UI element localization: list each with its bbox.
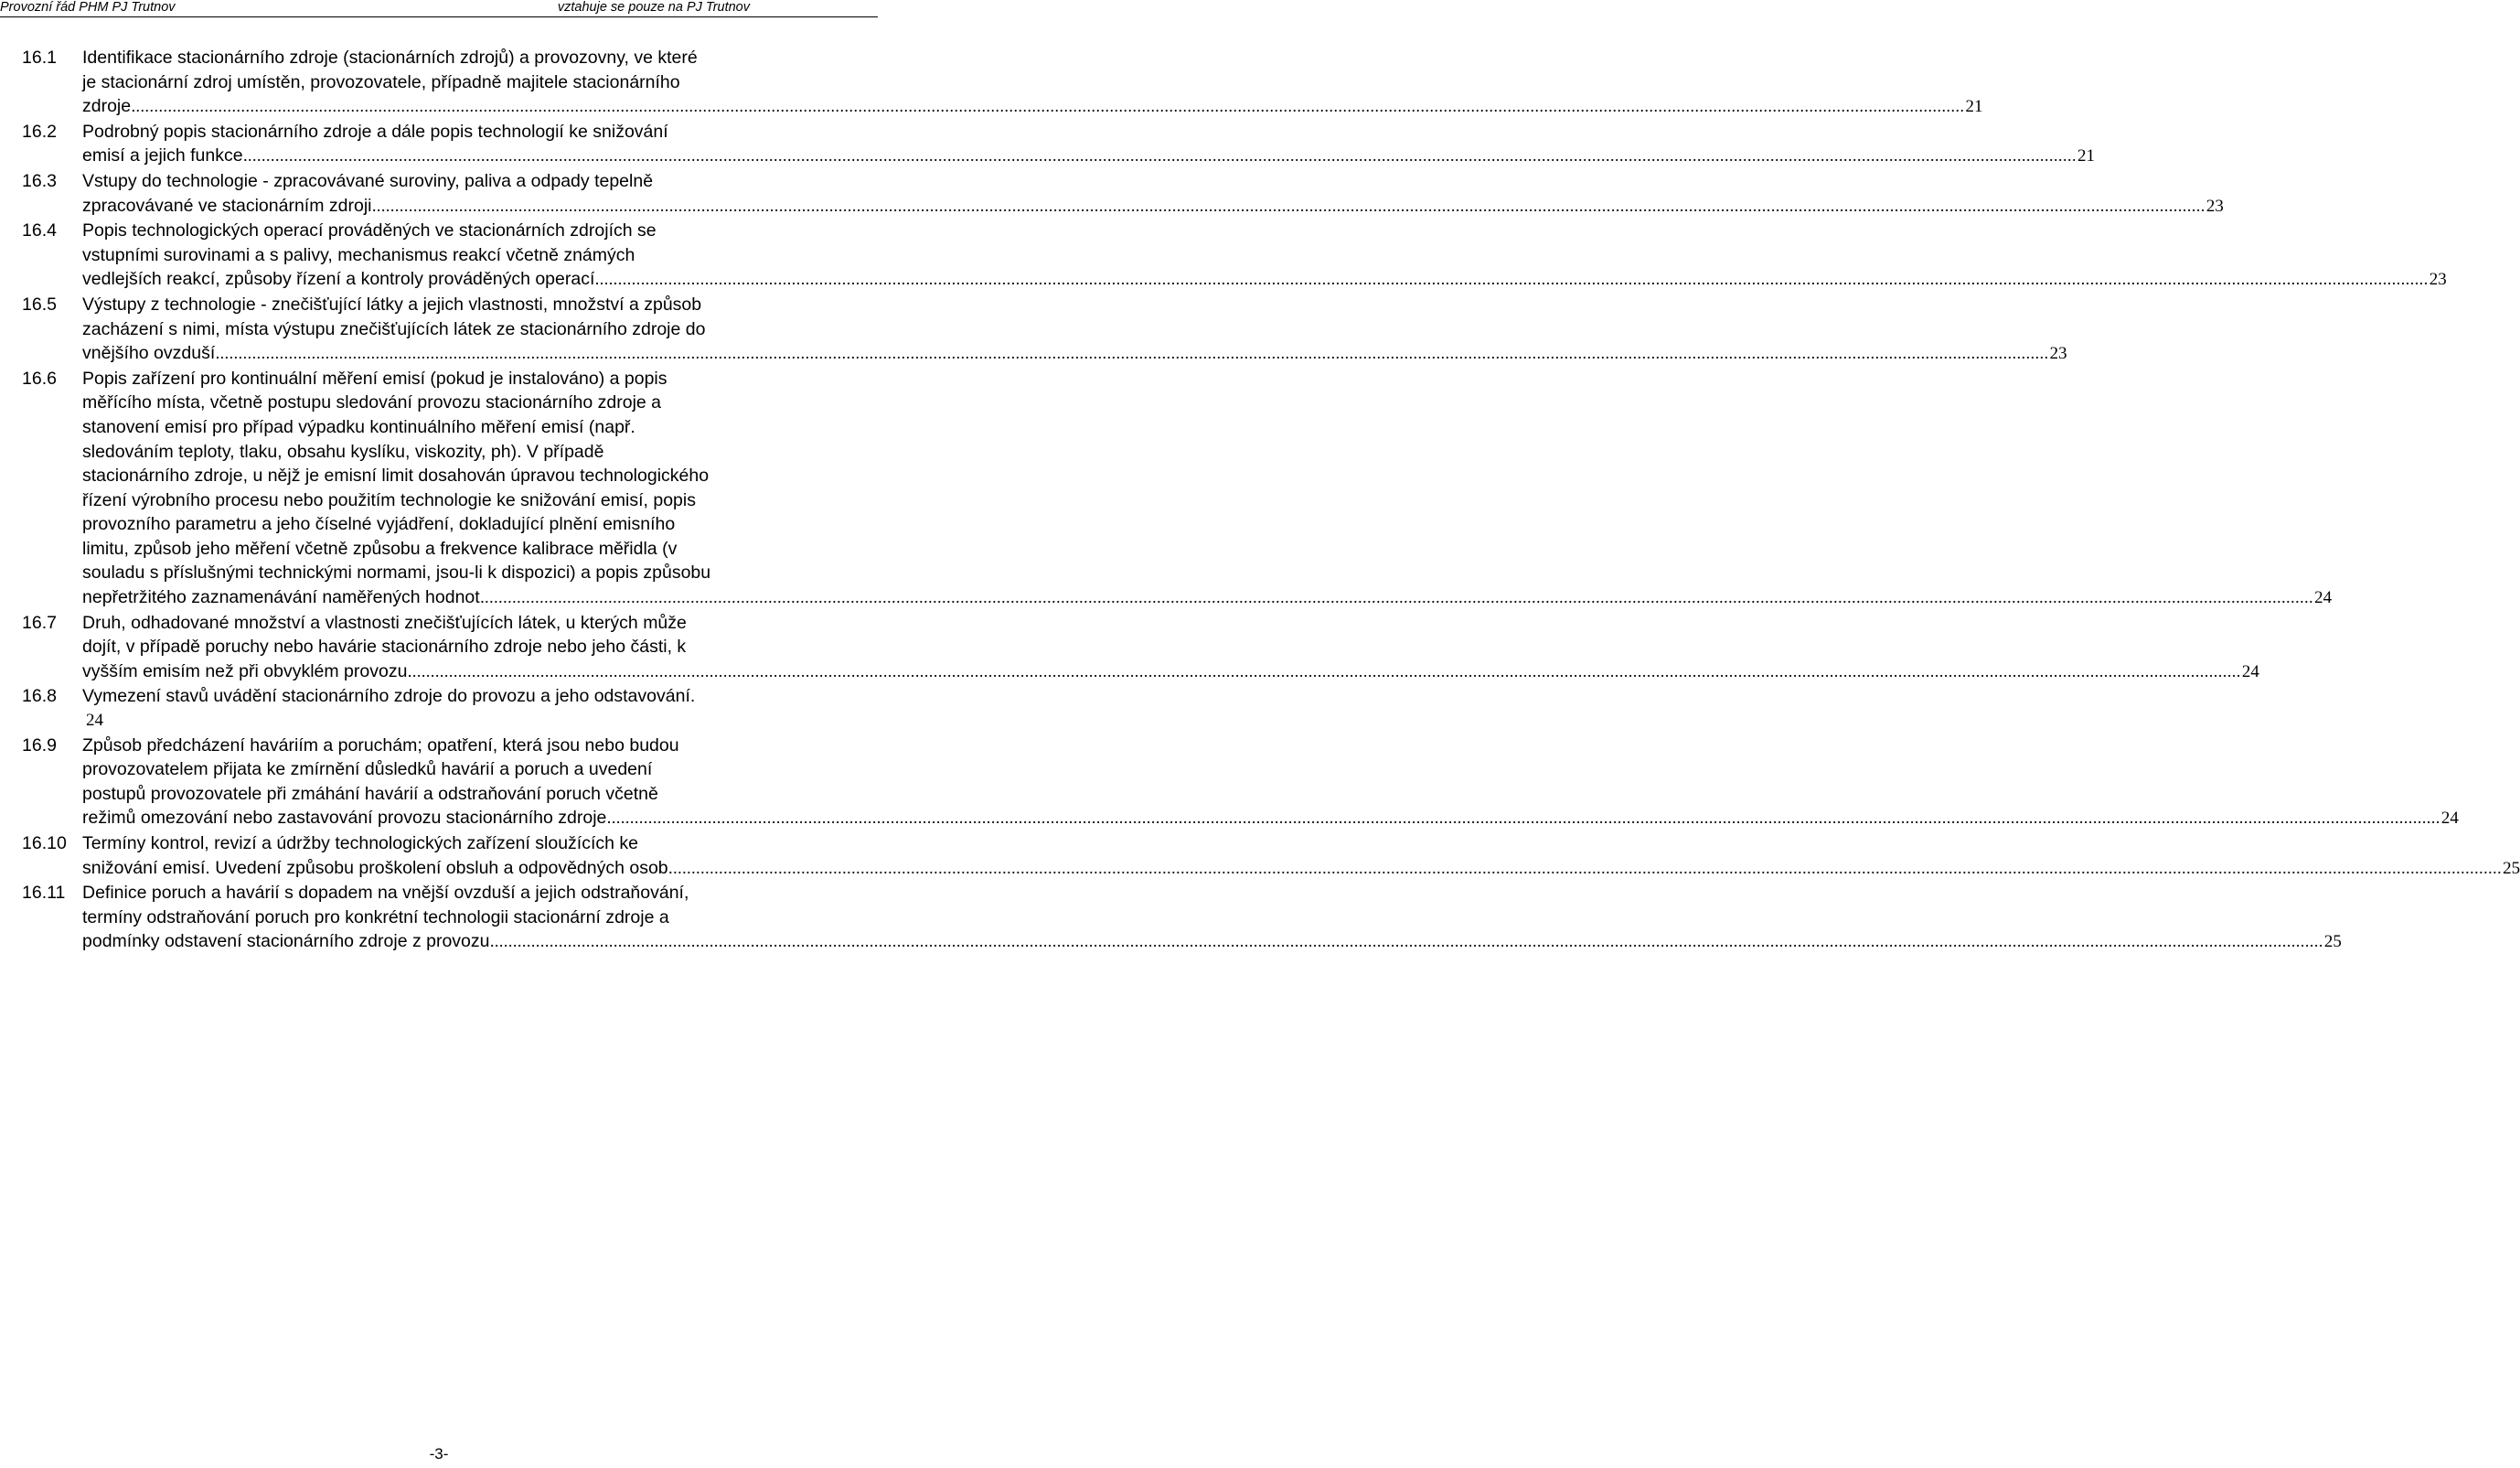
toc-entry-title-line: vnějšího ovzduší.	[82, 343, 220, 364]
toc-entry-title-line: provozního parametru a jeho číselné vyjádření, dokladující plnění emisního	[82, 514, 676, 535]
toc-leader-dots: ................................................................................................................................................................................................................................................................................................................................................................................................................	[611, 809, 2440, 828]
toc-entry[interactable]	[22, 169, 2224, 219]
toc-entry-title-line: měřícího místa, včetně postupu sledování provozu stacionárního zdroje a	[82, 392, 662, 413]
toc-entry-title-line: režimů omezování nebo zastavování provozu stacionárního zdroje.	[82, 808, 612, 829]
toc-entry-last-line	[82, 585, 2333, 611]
toc-entry-page-number: 25	[2323, 932, 2342, 952]
toc-entry[interactable]	[22, 120, 2095, 169]
toc-leader-dots: ................................................................................................................................................................................................................................................................................................................................................................................................................	[485, 588, 2314, 607]
toc-entry-title-line: Druh, odhadované množství a vlastnosti znečišťujících látek, u kterých může	[82, 612, 687, 633]
toc-entry-page-number: 21	[1965, 97, 1983, 117]
toc-entry[interactable]	[22, 684, 857, 733]
toc-entry-title-line: Popis zařízení pro kontinuální měření emisí (pokud je instalováno) a popis	[82, 368, 667, 389]
toc-entry-title-line: postupů provozovatele při zmáhání havárií a odstraňování poruch včetně	[82, 783, 658, 804]
toc-entry-last-line	[82, 929, 2342, 955]
toc-entry-page-number: 23	[2049, 344, 2067, 364]
toc-entry[interactable]	[22, 881, 2342, 955]
toc-entry-title-line: je stacionární zdroj umístěn, provozovatele, případně majitele stacionárního	[82, 71, 680, 92]
toc-entry-page-number: 25	[2503, 858, 2520, 878]
toc-entry-number: 16.5	[22, 294, 57, 315]
toc-entry-number: 16.4	[22, 220, 57, 241]
toc-entry-title-line: Definice poruch a havárií s dopadem na vnější ovzduší a jejich odstraňování,	[82, 883, 689, 904]
toc-leader-dots: ................................................................................................................................................................................................................................................................................................................................................................................................................	[411, 661, 2241, 680]
toc-entry-title-line: Termíny kontrol, revizí a údržby technologických zařízení sloužících ke	[82, 833, 639, 853]
toc-entry-title-line: limitu, způsob jeho měření včetně způsobu a frekvence kalibrace měřidla (v	[82, 538, 678, 559]
toc-entry-last-line	[82, 806, 2459, 831]
toc-entry[interactable]	[22, 367, 2333, 611]
toc-entry-title-line: Vymezení stavů uvádění stacionárního zdroje do provozu a jeho odstavování.	[82, 686, 696, 707]
toc-entry-title-line: Vstupy do technologie - zpracovávané suroviny, paliva a odpady tepelně	[82, 170, 654, 191]
toc-entry-page-number: 24	[2314, 588, 2333, 608]
page-header	[0, 0, 878, 16]
toc-entry-title-line: Identifikace stacionárního zdroje (stacionárních zdrojů) a provozovny, ve které	[82, 48, 698, 68]
toc-entry-last-line	[82, 341, 2067, 367]
toc-entry-title-line: Způsob předcházení haváriím a poruchám; opatření, která jsou nebo budou	[82, 734, 679, 755]
toc-entry-title-line: termíny odstraňování poruch pro konkrétní technologii stacionární zdroje a	[82, 906, 669, 927]
header-document-title: Provozní řád PHM PJ Trutnov	[0, 0, 176, 15]
toc-leader-dots: ................................................................................................................................................................................................................................................................................................................................................................................................................	[376, 196, 2205, 215]
toc-entry-number: 16.10	[22, 833, 67, 853]
toc-entry-title-line: Popis technologických operací prováděných ve stacionárních zdrojích se	[82, 220, 657, 241]
header-rule	[0, 16, 878, 17]
toc-leader-dots: ................................................................................................................................................................................................................................................................................................................................................................................................................	[599, 270, 2429, 289]
toc-entry-title-line: souladu s příslušnými technickými normami, jsou-li k dispozici) a popis způsobu	[82, 563, 711, 584]
toc-entry-page-number: 24	[2440, 809, 2459, 829]
toc-entry-last-line	[82, 267, 2447, 293]
toc-entry-last-line	[82, 144, 2095, 169]
toc-leader-dots: ................................................................................................................................................................................................................................................................................................................................................................................................................	[219, 344, 2049, 363]
toc-entry-number: 16.2	[22, 121, 57, 142]
toc-entry-title-line: stacionárního zdroje, u nějž je emisní limit dosahován úpravou technologického	[82, 466, 710, 487]
toc-entry[interactable]	[22, 611, 2259, 685]
toc-entry-title-line: zpracovávané ve stacionárním zdroji.	[82, 195, 377, 216]
toc-entry-number: 16.7	[22, 612, 57, 633]
toc-entry-number: 16.9	[22, 734, 57, 755]
toc-leader-dots: ................................................................................................................................................................................................................................................................................................................................................................................................................	[248, 146, 2077, 166]
toc-entry-title-line: emisí a jejich funkce.	[82, 145, 248, 166]
toc-entry-title-line: podmínky odstavení stacionárního zdroje z provozu.	[82, 931, 495, 952]
toc-entry-title-line: Výstupy z technologie - znečišťující látky a jejich vlastnosti, množství a způsob	[82, 294, 702, 315]
toc-entry-number: 16.6	[22, 368, 57, 389]
toc-entry[interactable]	[22, 219, 2447, 293]
toc-entry-last-line	[82, 856, 2520, 882]
toc-entry-title-line: sledováním teploty, tlaku, obsahu kyslíku, viskozity, ph). V případě	[82, 441, 604, 462]
toc-entry[interactable]	[22, 293, 2067, 367]
toc-entry[interactable]	[22, 831, 2520, 881]
toc-entry-page-number: 23	[2429, 270, 2447, 290]
toc-entry-number: 16.11	[22, 883, 66, 904]
toc-entry-page-number: 23	[2205, 196, 2224, 216]
header-scope-note: vztahuje se pouze na PJ Trutnov	[557, 0, 750, 15]
toc-entry-title-line: dojít, v případě poruchy nebo havárie stacionárního zdroje nebo jeho části, k	[82, 637, 687, 658]
toc-entry-title-line: zacházení s nimi, místa výstupu znečišťujících látek ze stacionárního zdroje do	[82, 318, 706, 339]
toc-leader-dots: ................................................................................................................................................................................................................................................................................................................................................................................................................	[494, 932, 2323, 951]
page-number: -3-	[429, 1445, 449, 1463]
toc-entry-page-number: 21	[2077, 146, 2095, 166]
toc-entry-title-line: snižování emisí. Uvedení způsobu proškolení obsluh a odpovědných osob.	[82, 857, 674, 878]
toc-entry-title-line: vedlejších reakcí, způsoby řízení a kontroly prováděných operací.	[82, 269, 600, 290]
toc-entry-title-line: Podrobný popis stacionárního zdroje a dále popis technologií ke snižování	[82, 121, 668, 142]
toc-entry[interactable]	[22, 734, 2459, 831]
toc-entry-title-line: řízení výrobního procesu nebo použitím technologie ke snižování emisí, popis	[82, 489, 696, 510]
toc-entry-title-line: zdroje.	[82, 96, 136, 117]
toc-entry-title-line: stanovení emisí pro případ výpadku kontinuálního měření emisí (např.	[82, 416, 635, 437]
toc-entry-last-line	[82, 194, 2224, 220]
toc-entry-last-line	[82, 94, 1983, 120]
toc-entry-page-number: 24	[2241, 661, 2259, 681]
toc-leader-dots: ................................................................................................................................................................................................................................................................................................................................................................................................................	[135, 97, 1965, 116]
toc-entry-page-number: 24	[86, 711, 103, 731]
toc-leader-dots: ................................................................................................................................................................................................................................................................................................................................................................................................................	[673, 858, 2503, 877]
toc-entry-title-line: vstupními surovinami a s palivy, mechanismus reakcí včetně známých	[82, 244, 635, 265]
toc-entry-number: 16.8	[22, 686, 57, 707]
toc-entry[interactable]	[22, 46, 1983, 120]
toc-entry-title-line: provozovatelem přijata ke zmírnění důsledků havárií a poruch a uvedení	[82, 759, 653, 780]
toc-entry-title-line: nepřetržitého zaznamenávání naměřených hodnot.	[82, 587, 486, 608]
toc-entry-last-line	[82, 659, 2259, 685]
toc-entry-number: 16.1	[22, 48, 57, 68]
toc-entry-title-line: vyšším emisím než při obvyklém provozu.	[82, 660, 412, 681]
table-of-contents	[22, 46, 2520, 955]
toc-entry-number: 16.3	[22, 170, 57, 191]
